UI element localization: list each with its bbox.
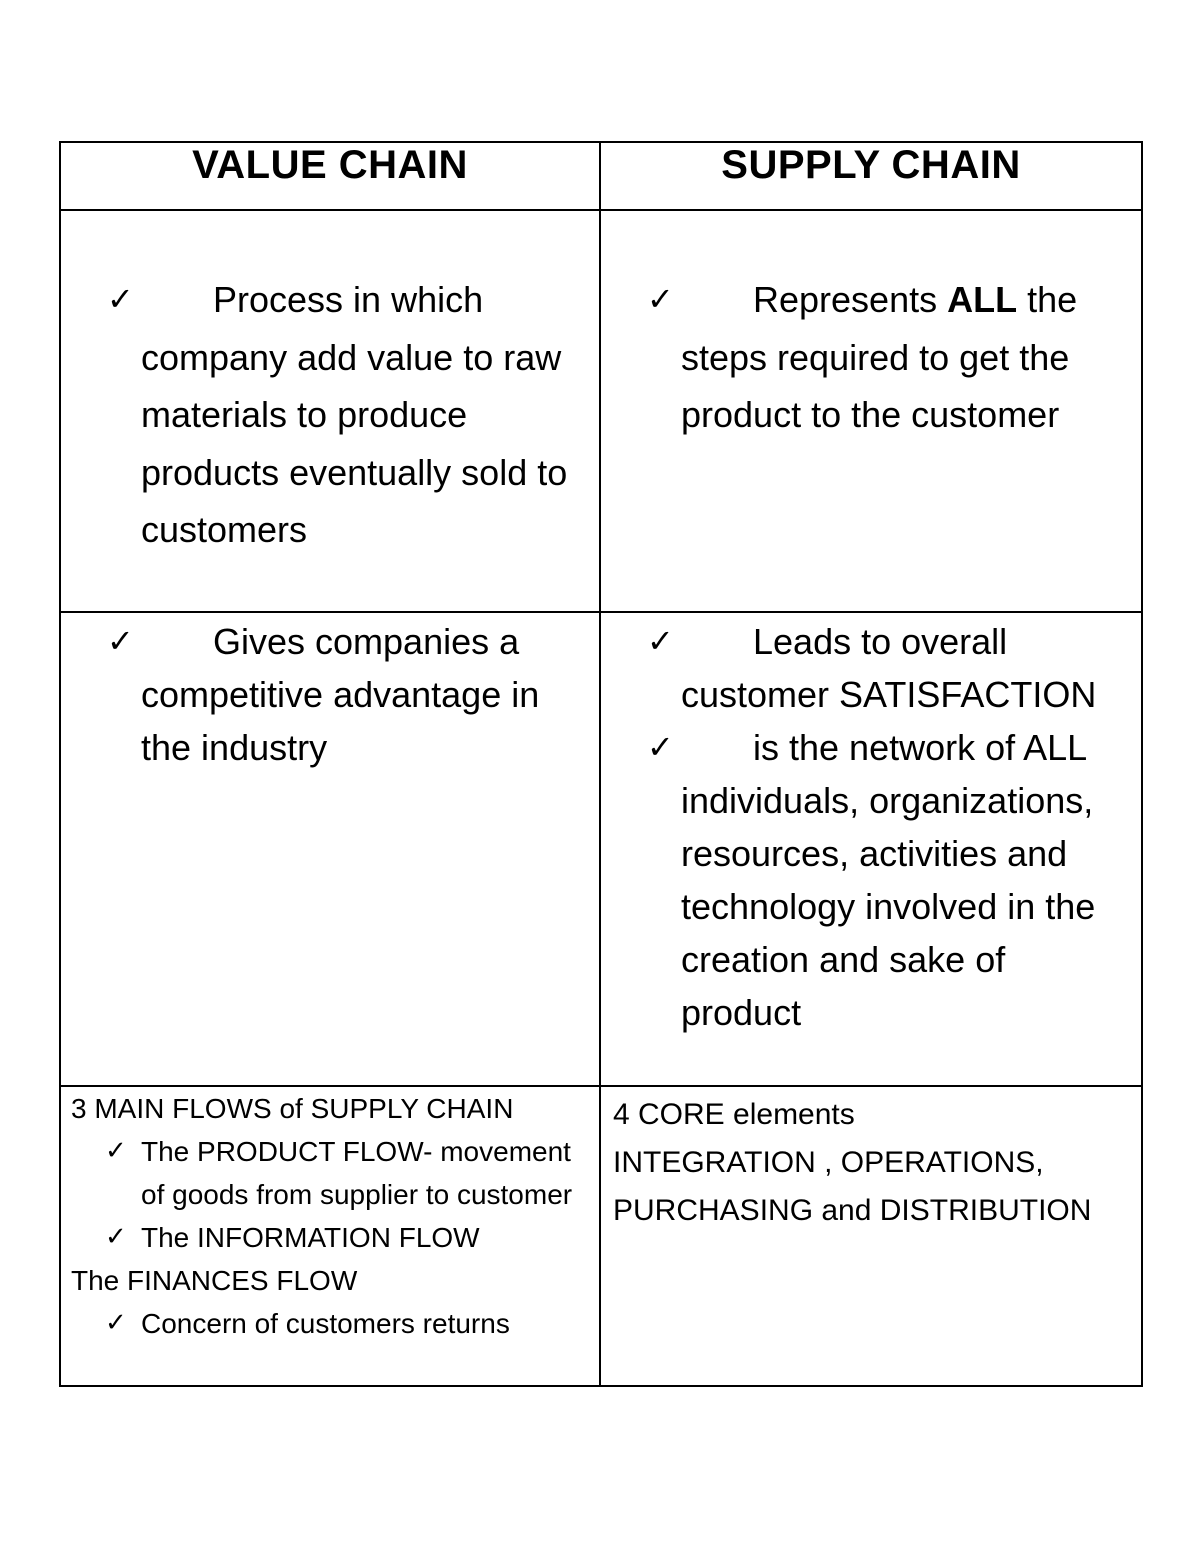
value-chain-definition-cell <box>60 210 600 612</box>
main-flows-block <box>61 1087 599 1345</box>
list-item <box>71 1216 599 1259</box>
finances-flow-line: The FINANCES FLOW <box>71 1265 358 1296</box>
supply-chain-benefit-cell <box>600 612 1142 1086</box>
list-item <box>71 1302 599 1345</box>
list-item <box>601 271 1141 444</box>
core-elements-line: PURCHASING and DISTRIBUTION <box>613 1194 1092 1227</box>
checklist <box>601 615 1141 1039</box>
checklist <box>601 271 1141 444</box>
checkmark-icon: ✓ <box>647 728 674 766</box>
core-elements-title: 4 CORE elements <box>613 1098 855 1131</box>
item-text: Gives companies a competitive advantage in the industry <box>141 621 540 768</box>
core-elements-cell <box>600 1086 1142 1386</box>
item-text: The PRODUCT FLOW- movement of goods from supplier to customer <box>141 1136 573 1210</box>
item-text-before: Represents <box>753 279 948 320</box>
main-flows-title: 3 MAIN FLOWS of SUPPLY CHAIN <box>71 1093 514 1124</box>
checklist <box>71 1302 599 1345</box>
table-row <box>60 1086 1142 1386</box>
table-row <box>60 612 1142 1086</box>
table-row <box>60 210 1142 612</box>
header-value-chain: VALUE CHAIN <box>60 142 600 210</box>
item-text: Concern of customers returns <box>141 1308 510 1339</box>
list-item <box>601 721 1141 1039</box>
checkmark-icon: ✓ <box>647 622 674 660</box>
value-chain-benefit-cell <box>60 612 600 1086</box>
checkmark-icon: ✓ <box>105 1136 127 1166</box>
item-text: The INFORMATION FLOW <box>141 1222 480 1253</box>
checklist <box>61 271 599 559</box>
core-elements-line: INTEGRATION , OPERATIONS, <box>613 1146 1044 1179</box>
checkmark-icon: ✓ <box>105 1222 127 1252</box>
checkmark-icon: ✓ <box>647 280 674 318</box>
item-text: is the network of ALL individuals, organizations, resources, activities and technology involved in the creation and sake of product <box>681 727 1096 1033</box>
checkmark-icon: ✓ <box>107 280 134 318</box>
comparison-table <box>59 141 1143 1387</box>
header-row <box>60 142 1142 210</box>
list-item <box>71 1130 599 1216</box>
header-supply-chain: SUPPLY CHAIN <box>600 142 1142 210</box>
main-flows-cell <box>60 1086 600 1386</box>
checkmark-icon: ✓ <box>107 622 134 660</box>
list-item <box>61 615 599 774</box>
item-text-emphasis: ALL <box>947 279 1018 320</box>
checklist <box>71 1130 599 1259</box>
item-text: Leads to overall customer SATISFACTION <box>681 621 1097 715</box>
item-text: Process in which company add value to raw materials to produce products eventually sold to customers <box>141 279 568 550</box>
list-item <box>61 271 599 559</box>
item-text-after: the steps required to get the product to the customer <box>681 279 1078 435</box>
supply-chain-definition-cell <box>600 210 1142 612</box>
core-elements-block <box>601 1087 1141 1235</box>
checkmark-icon: ✓ <box>105 1308 127 1338</box>
checklist <box>61 615 599 774</box>
list-item <box>601 615 1141 721</box>
